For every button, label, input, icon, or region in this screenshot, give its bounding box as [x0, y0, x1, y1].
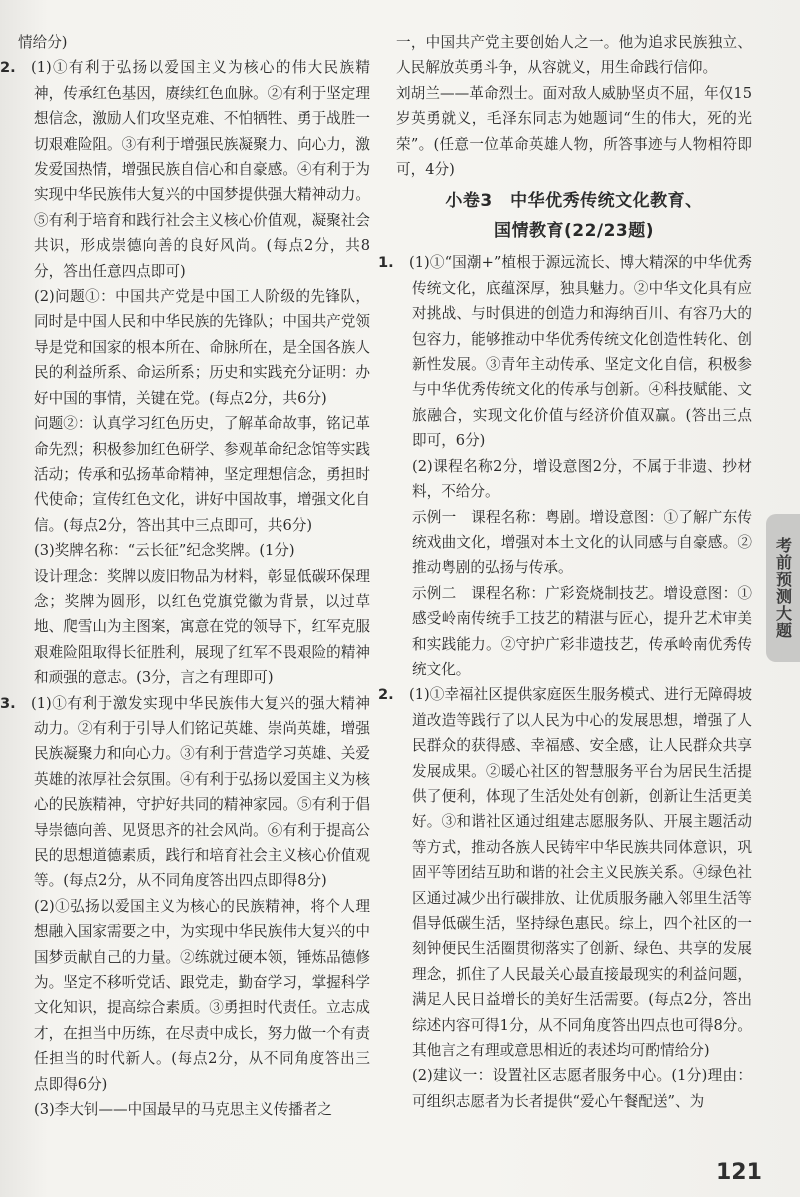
answer-2-part-2: (2)问题①：中国共产党是中国工人阶级的先锋队，同时是中国人民和中华民族的先锋队；中国共产党领导是党和国家的根本所在、命脉所在，是全国各族人民的利益所系、命运所系；历史和实践充分证明：办好中国的事情，关键在党。(每点2分，共6分)	[34, 288, 370, 407]
answer-2-part-2-q2: 问题②：认真学习红色历史，了解革命故事，铭记革命先烈；积极参加红色研学、参观革命纪念馆等实践活动；传承和弘扬革命精神，坚定理想信念，勇担时代使命；宣传红色文化，讲好中国故事，增强文化自信。(每点2分，答出其中三点即可，共6分)	[34, 415, 370, 534]
answer-3-part-1: 3. (1)①有利于激发实现中华民族伟大复兴的强大精神动力。②有利于引导人们铭记英雄、崇尚英雄，增强民族凝聚力和向心力。③有利于营造学习英雄、关爱英雄的浓厚社会氛围。④有利于弘扬以爱国主义为核心的民族精神，守护好共同的精神家园。⑤有利于倡导崇德向善、见贤思齐的社会风尚。⑥有利于提高公民的思想道德素质，践行和培育社会主义核心价值观等。(每点2分，从不同角度答出四点即得8分)	[18, 691, 370, 894]
question-number: 1.	[378, 254, 394, 272]
continued-answer: 一，中国共产党主要创始人之一。他为追求民族独立、人民解放英勇斗争，从容就义，用生命践行信仰。	[396, 34, 752, 77]
page-number: 121	[716, 1160, 762, 1185]
answer-3-part-3: (3)李大钊——中国最早的马克思主义传播者之	[34, 1101, 332, 1119]
answer-1-example-1: 示例一 课程名称：粤剧。增设意图：①了解广东传统戏曲文化，增强对本土文化的认同感与自豪感。②推动粤剧的弘扬与传承。	[412, 508, 752, 577]
question-number: 3.	[0, 694, 16, 712]
answer-1-example-2: 示例二 课程名称：广彩瓷烧制技艺。增设意图：①感受岭南传统手工技艺的精湛与匠心，提升艺术审美和实践能力。②守护广彩非遗技艺，传承岭南优秀传统文化。	[412, 584, 752, 678]
question-number: 2.	[378, 686, 394, 704]
answer-3	[0, 691, 370, 1123]
left-column	[0, 30, 370, 1122]
answer-2	[0, 55, 370, 690]
continued-text: 情给分)	[18, 34, 68, 51]
answer-1-part-2: (2)课程名称2分，增设意图2分，不属于非遗、抄材料，不给分。	[412, 457, 752, 501]
answer-2-right	[378, 682, 752, 1114]
right-column	[378, 30, 752, 1114]
side-tab-label: 考前预测大题	[773, 537, 793, 639]
answer-2-part-3: (3)奖牌名称：“云长征”纪念奖牌。(1分)	[34, 542, 295, 560]
question-number: 2.	[0, 59, 16, 77]
answer-1-part-1: 1. (1)①“国潮+”植根于源远流长、博大精深的中华优秀传统文化，底蕴深厚，独具魅力。②中华文化具有应对挑战、与时俱进的创造力和海纳百川、有容乃大的包容力，能够推动中华优秀传统文化创造性转化、创新性发展。③青年主动传承、坚定文化自信，积极参与中华优秀传统文化的传承与创新。④科技赋能、文旅融合，实现文化价值与经济价值双赢。(答出三点即可，6分)	[396, 250, 752, 453]
side-tab	[766, 514, 800, 662]
continued-answer-2: 刘胡兰——革命烈士。面对敌人威胁坚贞不屈，年仅15岁英勇就义，毛泽东同志为她题词“生的伟大，死的光荣”。(任意一位革命英雄人物，所答事迹与人物相符即可，4分)	[396, 84, 752, 179]
answer-2r-part-2: (2)建议一：设置社区志愿者服务中心。(1分)理由：可组织志愿者为长者提供“爱心午餐配送”、为	[412, 1067, 752, 1110]
answer-1	[378, 250, 752, 682]
answer-2-part-1: 2. (1)①有利于弘扬以爱国主义为核心的伟大民族精神，传承红色基因，赓续红色血脉。②有利于坚定理想信念，激励人们攻坚克难、不怕牺牲、勇于战胜一切艰难险阻。③有利于增强民族凝聚力、向心力，激发爱国热情，增强民族自信心和自豪感。④有利于为实现中华民族伟大复兴的中国梦提供强大精神动力。⑤有利于培育和践行社会主义核心价值观，凝聚社会共识，形成崇德向善的良好风尚。(每点2分，共8分，答出任意四点即可)	[18, 55, 370, 284]
answer-2r-part-1: 2. (1)①幸福社区提供家庭医生服务模式、进行无障碍坡道改造等践行了以人民为中心的发展思想，增强了人民群众的获得感、幸福感、安全感，让人民群众共享发展成果。②暖心社区的智慧服务平台为居民生活提供了便利，体现了生活处处有创新，创新让生活更美好。③和谐社区通过组建志愿服务队、开展主题活动等方式，推动各族人民铸牢中华民族共同体意识，巩固平等团结互助和谐的社会主义民族关系。④绿色社区通过减少出行碳排放、让优质服务融入邻里生活等倡导低碳生活，坚持绿色惠民。综上，四个社区的一刻钟便民生活圈贯彻落实了创新、绿色、共享的发展理念，抓住了人民最关心最直接最现实的利益问题，满足人民日益增长的美好生活需要。(每点2分，答出综述内容可得1分，从不同角度答出四点也可得8分。其他言之有理或意思相近的表述均可酌情给分)	[396, 682, 752, 1063]
answer-3-part-2: (2)①弘扬以爱国主义为核心的民族精神，将个人理想融入国家需要之中，为实现中华民族伟大复兴的中国梦贡献自己的力量。②练就过硬本领，锤炼品德修为。坚定不移听党话、跟党走，勤奋学习，掌握科学文化知识，提高综合素质。③勇担时代责任。立志成才，在担当中历练，在尽责中成长，努力做一个有责任担当的时代新人。(每点2分，从不同角度答出三点即得6分)	[34, 897, 370, 1093]
answer-2-design: 设计理念：奖牌以废旧物品为材料，彰显低碳环保理念；奖牌为圆形，以红色党旗党徽为背景，以过草地、爬雪山为主图案，寓意在党的领导下，红军克服艰难险阻取得长征胜利，展现了红军不畏艰险的精神和顽强的意志。(3分，言之有理即可)	[34, 567, 370, 687]
section-title: 小卷3 中华优秀传统文化教育、 国情教育(22/23题)	[445, 191, 703, 242]
